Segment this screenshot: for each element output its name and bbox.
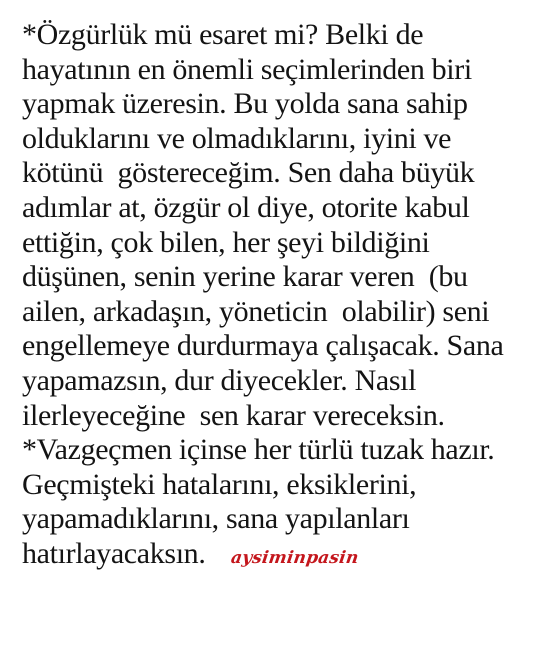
- text-line: adımlar at, özgür ol diye, otorite kabul: [22, 190, 470, 224]
- text-line: ettiğin, çok bilen, her şeyi bildiğini: [22, 225, 430, 259]
- text-line: ailen, arkadaşın, yöneticin olabilir) seni: [22, 294, 490, 328]
- text-line: Geçmişteki hatalarını, eksiklerini,: [22, 467, 417, 501]
- text-line: *Özgürlük mü esaret mi? Belki de: [22, 18, 424, 51]
- text-line: engellemeye durdurmaya çalışacak. Sana: [22, 329, 504, 363]
- quote-text-block: [22, 18, 547, 576]
- text-line: hayatının en önemli seçimlerinden biri: [22, 52, 472, 86]
- text-line: *Vazgeçmen içinse her türlü tuzak hazır.: [22, 433, 495, 467]
- text-line: olduklarını ve olmadıklarını, iyini ve: [22, 121, 452, 155]
- signature: aysiminpasin: [230, 547, 361, 568]
- text-line: kötünü göstereceğim. Sen daha büyük: [22, 156, 475, 190]
- last-line-row: [22, 537, 547, 576]
- text-line: yapmak üzeresin. Bu yolda sana sahip: [22, 87, 468, 121]
- text-line: düşünen, senin yerine karar veren (bu: [22, 260, 468, 294]
- text-line: yapamazsın, dur diyecekler. Nasıl: [22, 363, 417, 397]
- text-line: yapamadıklarını, sana yapılanları: [22, 502, 410, 536]
- text-line: hatırlayacaksın.: [22, 536, 206, 570]
- text-line: ilerleyeceğine sen karar vereceksin.: [22, 398, 445, 432]
